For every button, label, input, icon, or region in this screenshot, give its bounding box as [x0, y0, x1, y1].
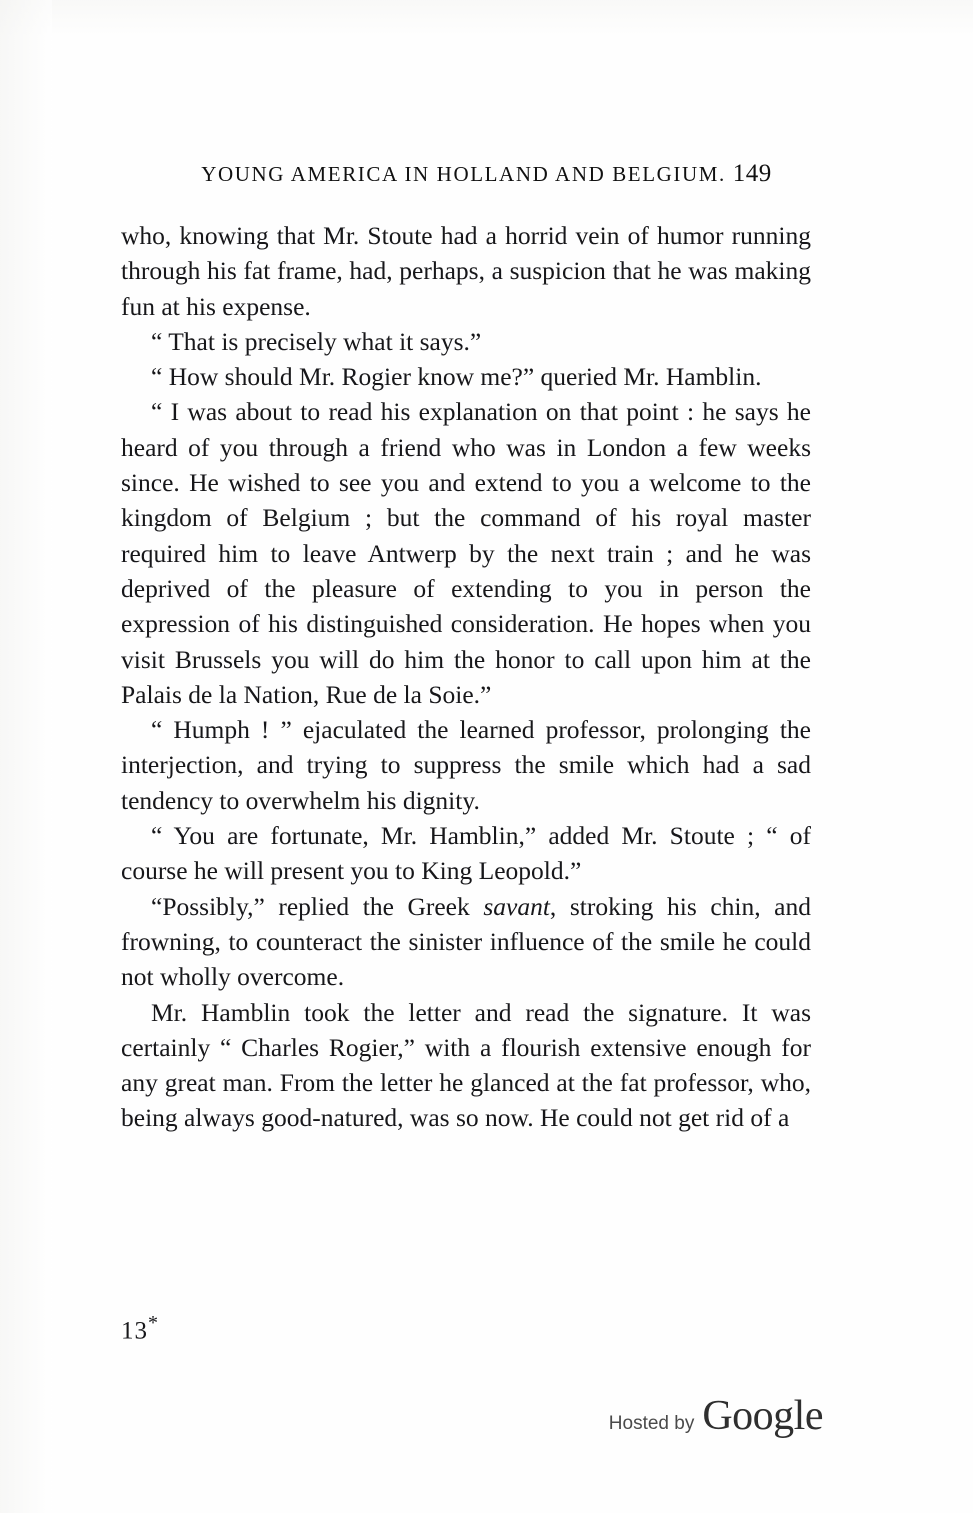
paragraph-7-text-before: “Possibly,” replied the Greek — [151, 891, 484, 921]
hosted-by-google-footer — [609, 1392, 823, 1440]
signature-asterisk: * — [148, 1312, 159, 1334]
paragraph-8: Mr. Hamblin took the letter and read the signature. It was certainly “ Charles Rogier,” with a flourish extensive enough for any great man. From the letter he glanced at the fat professor, who, being always good-natured, was so now. He could not get rid of a — [121, 997, 811, 1133]
paragraph-5: “ Humph ! ” ejaculated the learned professor, prolonging the interjection, and trying to suppress the smile which had a sad tendency to overwhelm his dignity. — [121, 715, 811, 815]
page-number: 149 — [732, 160, 772, 187]
paragraph-3: “ How should Mr. Rogier know me?” queried Mr. Hamblin. — [151, 362, 762, 392]
paragraph-6: “ You are fortunate, Mr. Hamblin,” added Mr. Stoute ; “ of course he will present you to King Leopold.” — [121, 821, 811, 886]
paragraph-4: “ I was about to read his explanation on that point : he says he heard of you through a friend who was in London a few weeks since. He wished to see you and extend to you a welcome to the kingdom of Belgium ; but the command of his royal master required him to leave Antwerp by the next train ; and he was deprived of the pleasure of extending to you in person the expression of his distinguished consideration. He hopes when you visit Brussels you will do him the honor to call upon him at the Palais de la Nation, Rue de la Soie.” — [121, 397, 811, 709]
italic-savant: savant — [483, 891, 550, 921]
running-head-title: YOUNG AMERICA IN HOLLAND AND BELGIUM. — [201, 162, 726, 186]
signature-mark — [121, 1312, 421, 1345]
running-head — [0, 160, 973, 188]
paragraph-2: “ That is precisely what it says.” — [151, 326, 482, 356]
scan-edge-left — [0, 0, 52, 1513]
google-wordmark: Google — [702, 1393, 823, 1439]
signature-number: 13 — [121, 1317, 148, 1345]
paragraph-7-text-after: , stroking his chin, and frowning, to counteract the sinister influence of the smile he could not wholly overcome. — [121, 891, 811, 992]
paragraph-1: who, knowing that Mr. Stoute had a horrid vein of humor running through his fat frame, had, perhaps, a suspicion that he was making fun at his expense. — [121, 221, 811, 321]
paragraph-7 — [121, 889, 811, 995]
page-body-text — [121, 218, 811, 1136]
scan-edge-top — [0, 0, 973, 40]
hosted-by-label: Hosted by — [608, 1413, 695, 1434]
